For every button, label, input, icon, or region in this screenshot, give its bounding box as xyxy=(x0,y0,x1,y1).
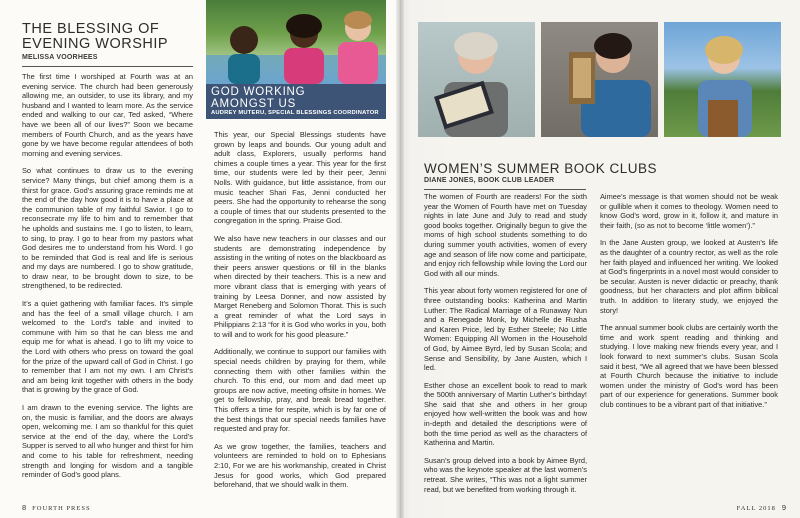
book-clubs-paragraph: Aimee’s message is that women should not be weak or gullible when it comes to theology. Women need to know God’s word, grow in it, follow it, and mature in their faith, (so as not to become ‘little women’).” xyxy=(600,192,778,230)
blessing-body xyxy=(22,72,193,488)
book-clubs-col2 xyxy=(600,192,778,417)
book-clubs-paragraph: Esther chose an excellent book to read to mark the 500th anniversary of Martin Luther’s birthday! She said that she and others in her group enjoyed how well-written the book was and how in-depth and detailed the descriptions were of both the time period as well as the characters of Katherina and Martin. xyxy=(424,380,587,448)
god-working-paragraph: We also have new teachers in our classes and our students are demonstrating independence by assisting in the writing of notes on the blackboard as their peers answer questions or fill in the blanks when directed by their teachers. This is a new and more vibrant class that is emerging with years of training by Leesa Donner, and now assisted by Marget Reneberg and Solomon Thorat. This is such a great reminder of what the Lord says in Philippians 2:13 “for it is God who works in you, both to will and to work for his good pleasure.” xyxy=(214,233,386,339)
god-working-title-line2: AMONGST US xyxy=(211,97,297,110)
god-working-paragraph: As we grow together, the families, teachers and volunteers are reminded to hold on to Ephesians 2:10, For we are his workmanship, created in Christ Jesus for good works, which God prepared beforehand, that we should walk in them. xyxy=(214,441,386,490)
blessing-title xyxy=(22,22,168,52)
book-clubs-paragraph: Susan’s group delved into a book by Aimee Byrd, who was the keynote speaker at the last women’s retreat. She writes, “This was not a light summer read, but we benefited from working through it. xyxy=(424,455,587,494)
reader-photo-3 xyxy=(664,22,781,137)
god-working-header xyxy=(206,84,386,119)
book-clubs-byline: DIANE JONES, BOOK CLUB LEADER xyxy=(424,177,555,184)
god-working-byline: AUDREY MUTERU, SPECIAL BLESSINGS COORDINATOR xyxy=(211,110,379,116)
blessing-byline: MELISSA VOORHEES xyxy=(22,54,98,61)
book-clubs-rule xyxy=(424,189,586,190)
left-folio xyxy=(22,503,91,512)
woman-outdoors-illustration xyxy=(664,22,781,137)
book-clubs-paragraph: This year about forty women registered for one of three outstanding books: Katherina and Martin Luther: The Radical Marriage of a Runaway Nun and a Renegade Monk, by Michelle de Rusha and Karen Price, led by Esther Steele; No Little Women: Equipping All Women in the Household of God, by Aimee Byrd, led by Susan Scola; and Sense and Sensibility, by Jane Austen, which I led. xyxy=(424,286,587,373)
blessing-paragraph: The first time I worshiped at Fourth was at an evening service. The church had been generously allowing me, an outsider, to use its library, and my husband and I wanted to learn more. As the service ended and walking to our car, Ted asked, “Where have we been all of our lives?” Soon we became members of Fourth Church, and as the years have gone by we have become regular attendees of both morning and evening services. xyxy=(22,72,193,158)
book-clubs-col1 xyxy=(424,192,587,502)
god-working-title xyxy=(211,87,305,110)
publication-name: FOURTH PRESS xyxy=(32,505,91,512)
page-number: 9 xyxy=(781,503,786,512)
spread-gutter xyxy=(396,0,404,518)
blessing-title-line1: THE BLESSING OF xyxy=(22,21,160,37)
blessing-paragraph: It’s a quiet gathering with familiar faces. It’s simple and has the feel of a small village church. I am welcomed to the Lord’s table and invited to commune with him so that he can bless me and equip me for what is ahead. I go to lift my voice to the Lord with others who press on toward the goal for the prize of the upward call of God in Christ. I go to remember that I am not my own. I am Christ’s and am being knit together with others in the body that is growing by the grace of God. xyxy=(22,299,193,395)
students-photo xyxy=(206,0,386,84)
reader-photo-2 xyxy=(541,22,658,137)
book-clubs-paragraph: The annual summer book clubs are certainly worth the time and work spent reading and thinking and studying. I love making new friends every year, and I look forward to next summer’s clubs. Susan Scola said it best, “We all agreed that we have been blessed at Fourth Church because the initiative to include women under the ministry of God’s word has been part of our experience for generations. Summer book club continues to be a vibrant part of that initiative.” xyxy=(600,323,778,409)
blessing-paragraph: I am drawn to the evening service. The lights are on, the music is familiar, and the doors are always open, welcoming me. I am so thankful for this quiet service at the end of the day, where the Lord’s Supper is served to all who hunger and thirst for him and come to his table for refreshment, needing strength and longing for wisdom and a tangible reminder of God’s good plans. xyxy=(22,403,193,480)
right-folio xyxy=(737,503,786,512)
book-clubs-paragraph: The women of Fourth are readers! For the sixth year the Women of Fourth have met on Tuesday nights in late June and July to read and study good books together. Originally begun to give the moms of high school students something to do during summer youth activities, women of every age and season of life now come and participate, and enjoy rich fellowship while loving the Lord our God with all our minds. xyxy=(424,192,587,278)
issue-season: FALL 2018 xyxy=(736,505,776,512)
god-working-body xyxy=(214,130,386,498)
god-working-paragraph: Additionally, we continue to support our families with special needs children by praying for them, while connecting them with other families within the church. To this end, our mom and dad meet up groups are now active, meeting offsite in homes. We get to fellowship, pray, and break bread together. This offers a time for respite, which is by far one of the best things that our special needs families have requested and pray for. xyxy=(214,347,386,434)
book-clubs-paragraph: In the Jane Austen group, we looked at Austen’s life as the daughter of a country rector, as well as the role her faith played and influenced her writing. We looked at God’s fingerprints in a novel most would consider to be secular. Austen is never didactic or preachy, thank goodness, but her characters and plot affirm biblical truth. In addition to literary study, we enjoyed the story! xyxy=(600,238,778,315)
page-number: 8 xyxy=(22,503,27,512)
reader-photo-1 xyxy=(418,22,535,137)
book-clubs-title: WOMEN’S SUMMER BOOK CLUBS xyxy=(424,161,658,176)
blessing-rule xyxy=(22,66,193,67)
woman-reading-illustration xyxy=(418,22,535,137)
blessing-title-line2: EVENING WORSHIP xyxy=(22,36,169,52)
god-working-paragraph: This year, our Special Blessings students have grown by leaps and bounds. Our young adult and adult class, Explorers, usually performs hand chimes a couple times a year. This year for the first time, our students were led by their peer, Jenni Nolls. With guidance, but little assistance, from our music teacher Shari Fas, Jenni conducted her peers. She had the opportunity to rehearse the song a couple of times that our students presented to the congregation in the spring. Praise God. xyxy=(214,130,386,226)
woman-with-book-illustration xyxy=(541,22,658,137)
students-illustration xyxy=(206,0,386,84)
god-working-title-line1: GOD WORKING xyxy=(211,86,306,98)
blessing-paragraph: So what continues to draw us to the evening service? Many things, but chief among them is a thirst for grace. God’s assuring grace reminds me at the end of the day how good it is to have a place at the communion table of my faithful Savior. I go to reconsecrate my life to him and to remember that he upholds and sustains me. I go to listen, to learn, to sing, to pray. I go to hear from my pastors what God desires me to understand from his Word. I go to be reminded that God is real and life is serious and my days are numbered. I go to show gratitude, to draw near, to be brought down to size, to be strengthened, to be redirected. xyxy=(22,166,193,291)
right-page xyxy=(400,0,800,518)
